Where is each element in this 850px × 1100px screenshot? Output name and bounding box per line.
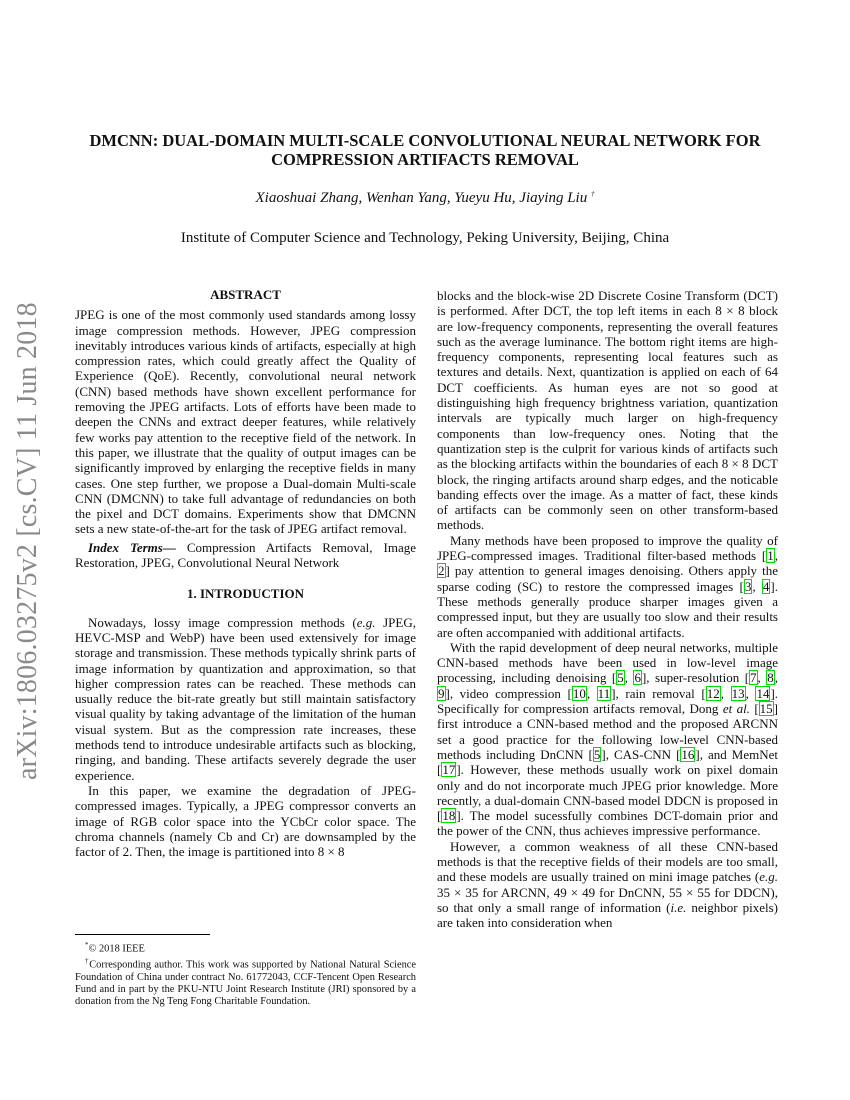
text-run: ], super-resolution [ [641, 670, 750, 686]
copyright-text: © 2018 IEEE [88, 943, 145, 955]
text-run: Nowadays, lossy image compression methods ( [88, 614, 357, 630]
text-run: ]. These methods generally produce sharper images given a compressed input, but they are usually too slow and their results are often accompanied with additional artifacts. [437, 578, 779, 640]
right-column [437, 288, 778, 930]
text-run: ] first introduce a CNN-based method and the proposed ARCNN set a good practice for the following low-level CNN-based methods including DnCNN [ [437, 701, 778, 762]
footnote-mark: * [85, 941, 89, 949]
text-run: , [720, 685, 731, 701]
text-run: , [752, 578, 762, 594]
abstract-heading: ABSTRACT [210, 287, 281, 302]
citation-link[interactable]: 14 [756, 685, 770, 701]
text-run: ], and MemNet [ [437, 746, 779, 778]
corresponding-mark: † [590, 190, 595, 198]
text-run: , [745, 685, 756, 701]
citation-link[interactable]: 11 [597, 685, 611, 701]
index-terms [75, 540, 416, 571]
citation-link[interactable]: 13 [731, 685, 745, 701]
paragraph [75, 615, 416, 783]
emphasis-text: i.e. [670, 899, 687, 915]
corresponding-text: Corresponding author. This work was supported by National Natural Science Foundation of China under contract No. 61772043, CCF-Tencent Open Research Fund and in part by the PKU-NTU Joint Research Institute (JRI) sponsored by a donation from the Ng Teng Fong Charitable Foundation. [75, 959, 417, 1007]
citation-link[interactable]: 5 [593, 746, 601, 762]
footnote-copyright [75, 939, 416, 955]
emphasis-text: e.g. [356, 614, 376, 630]
emphasis-text: e.g. [759, 869, 778, 885]
citation-link[interactable]: 15 [759, 701, 773, 717]
paragraph [75, 783, 416, 859]
citation-link[interactable]: 16 [681, 746, 695, 762]
footnote-rule [75, 934, 210, 935]
section-heading-introduction: 1. INTRODUCTION [186, 586, 304, 602]
text-run: JPEG, HEVC-MSP and WebP) have been used extensively for image storage and transmission. These methods typically shrink parts of image information by quantization and approximation, so that higher compression rates can be reached. These methods can usually reduce the bit-rate greatly but still maintain satisfactory visual quality by taking advantage of the limitation of the human visual system. But as the compression rate increases, these methods tend to introduce undesirable artifacts such as blocking, ringing, and banding. These artifacts severely degrade the user experience. [75, 614, 416, 783]
paper-title: DMCNN: DUAL-DOMAIN MULTI-SCALE CONVOLUTIONAL NEURAL NETWORK FOR COMPRESSION ARTIFACTS REMOVAL [89, 131, 761, 169]
text-run: ]. However, these methods usually work on pixel domain only and do not incorporate much JPEG prior knowledge. More recently, a dual-domain CNN-based model DDCN is proposed in [ [437, 762, 778, 824]
text-run: , [774, 548, 778, 564]
text-run: In this paper, we examine the degradation of JPEG-compressed images. Typically, a JPEG compressor converts an image of RGB color space into the YCbCr color space. The chroma channels (namely Cb and Cr) are downsampled by the factor of 2. Then, the image is partitioned into 8 × 8 [75, 782, 416, 860]
citation-link[interactable]: 1 [767, 548, 774, 564]
citation-link[interactable]: 9 [438, 685, 445, 701]
affiliation: Institute of Computer Science and Technology, Peking University, Beijing, China [180, 230, 670, 246]
citation-link[interactable]: 2 [438, 563, 445, 579]
citation-link[interactable]: 6 [634, 670, 641, 686]
text-run: However, a common weakness of all these CNN-based methods is that the receptive fields of their models are too small, and these models are usually trained on mini image patches ( [437, 838, 778, 885]
emphasis-text: et al. [722, 701, 750, 717]
text-run: ], video compression [ [445, 685, 572, 701]
index-terms-label: Index Terms— [88, 539, 176, 555]
authors-names: Xiaoshuai Zhang, Wenhan Yang, Yueyu Hu, Jiaying Liu [255, 190, 588, 206]
abstract-text: JPEG is one of the most commonly used standards among lossy image compression methods. However, JPEG compression inevitably introduces various kinds of artifacts, especially at high compression rates, which could greatly affect the Quality of Experience (QoE). Recently, convolutional neural network (CNN) based methods have shown excellent performance for removing the JPEG artifacts. Lots of efforts have been made to deepen the CNNs and extract deeper features, while relatively few works pay attention to the receptive field of the network. In this paper, we illustrate that the quality of output images can be significantly improved by enlarging the receptive fields in many cases. One step further, we propose a Dual-domain Multi-scale CNN (DMCNN) to take full advantage of redundancies on both the pixel and DCT domains. Experiments show that DMCNN sets a new state-of-the-art for the task of JPEG artifact removal. [75, 307, 416, 537]
text-run: neighbor pixels) are taken into consideration when [437, 899, 778, 931]
text-run: With the rapid development of deep neural networks, multiple CNN-based methods have been used in low-level image processing, including denoising [ [437, 639, 778, 686]
text-run: Many methods have been proposed to improve the quality of JPEG-compressed images. Traditional filter-based methods [ [437, 532, 778, 564]
arxiv-identifier-stamp: arXiv:1806.03275v2 [cs.CV] 11 Jun 2018 [12, 302, 43, 780]
text-run: , [774, 670, 778, 686]
text-run: , [757, 670, 767, 686]
left-column [75, 287, 416, 859]
citation-link[interactable]: 10 [572, 685, 586, 701]
citation-link[interactable]: 18 [442, 808, 456, 824]
citation-link[interactable]: 12 [706, 685, 720, 701]
paragraph [437, 839, 778, 931]
citation-link[interactable]: 3 [744, 578, 752, 594]
author-list [0, 190, 850, 207]
text-run: ] pay attention to general images denoising. Others apply the sparse coding (SC) to restore the compressed images [ [437, 563, 778, 594]
text-run: blocks and the block-wise 2D Discrete Cosine Transform (DCT) is performed. After DCT, the top left items in each 8 × 8 block are low-frequency components, representing the overall features such as the average luminance. The bottom right items are high-frequency components, representing local features such as textures and details. Next, quantization is applied on each of 64 DCT coefficients. As human eyes are not so good at distinguishing high frequency brightness variation, quantization intervals are typically much larger on high-frequency components than low-frequency ones. Noting that the quantization step is the culprit for various kinds of artifacts such as the blocking artifacts within the boundaries of each 8 × 8 DCT block, the ringing artifacts around sharp edges, and the noticable banding effects over the image. As a matter of fact, these kinds of artifacts can be commonly seen on other transform-based methods. [437, 288, 778, 533]
paragraph [437, 640, 778, 839]
text-run: [ [749, 701, 759, 717]
citation-link[interactable]: 8 [767, 670, 774, 686]
intro-left-paragraphs [75, 615, 416, 860]
text-run: ]. Specifically for compression artifacts removal, Dong [437, 685, 779, 717]
paragraph [437, 288, 778, 533]
citation-link[interactable]: 7 [750, 670, 757, 686]
index-terms-list: Compression Artifacts Removal, Image Restoration, JPEG, Convolutional Neural Network [75, 539, 416, 571]
citation-link[interactable]: 5 [617, 670, 624, 686]
paragraph [437, 533, 778, 640]
footnote-mark: † [85, 957, 90, 966]
footnote-corresponding [75, 955, 416, 1007]
intro-right-paragraphs [437, 288, 778, 930]
text-run: ], rain removal [ [611, 685, 706, 701]
citation-link[interactable]: 17 [442, 762, 456, 778]
text-run: ], CAS-CNN [ [601, 746, 681, 762]
text-run: , [624, 670, 634, 686]
text-run: ]. The model sucessfully combines DCT-domain prior and the power of the CNN, thus achieves impressive performance. [437, 808, 778, 839]
text-run: , [586, 685, 597, 701]
citation-link[interactable]: 4 [762, 578, 770, 594]
text-run: 35 × 35 for ARCNN, 49 × 49 for DnCNN, 55 × 55 for DDCN), so that only a small range of information ( [437, 884, 778, 915]
footnotes [75, 934, 416, 1008]
